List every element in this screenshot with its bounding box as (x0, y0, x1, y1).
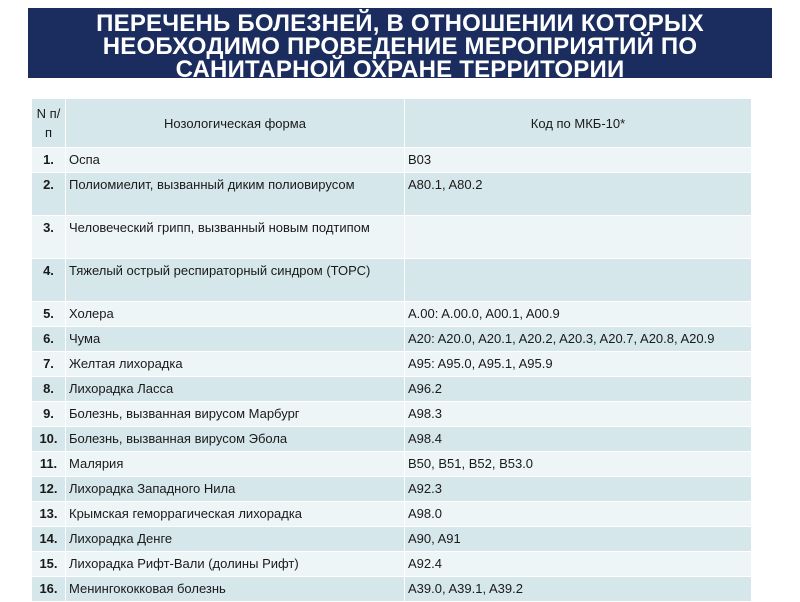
table-row (32, 452, 752, 477)
row-num: 8. (32, 377, 66, 402)
row-num: 3. (32, 216, 66, 259)
title-line-3: САНИТАРНОЙ ОХРАНЕ ТЕРРИТОРИИ (175, 56, 625, 78)
table-row (32, 302, 752, 327)
row-name: Полиомиелит, вызванный диким полиовирусом (66, 173, 405, 216)
row-code (405, 216, 752, 259)
diseases-table-container (31, 98, 751, 602)
row-name: Человеческий грипп, вызванный новым подтипом (66, 216, 405, 259)
row-num: 5. (32, 302, 66, 327)
row-name: Лихорадка Денге (66, 527, 405, 552)
row-name: Лихорадка Рифт-Вали (долины Рифт) (66, 552, 405, 577)
row-code: A98.0 (405, 502, 752, 527)
table-row (32, 552, 752, 577)
row-name: Лихорадка Ласса (66, 377, 405, 402)
table-row (32, 502, 752, 527)
title-banner (28, 8, 772, 78)
row-name: Лихорадка Западного Нила (66, 477, 405, 502)
row-code: A39.0, A39.1, A39.2 (405, 577, 752, 602)
row-name: Желтая лихорадка (66, 352, 405, 377)
table-header-row (32, 99, 752, 148)
row-num: 12. (32, 477, 66, 502)
row-code: A92.3 (405, 477, 752, 502)
title-line-2: НЕОБХОДИМО ПРОВЕДЕНИЕ МЕРОПРИЯТИЙ ПО (102, 33, 698, 60)
header-name: Нозологическая форма (66, 99, 405, 148)
row-num: 7. (32, 352, 66, 377)
row-name: Болезнь, вызванная вирусом Эбола (66, 427, 405, 452)
table-row (32, 477, 752, 502)
row-num: 11. (32, 452, 66, 477)
row-name: Оспа (66, 148, 405, 173)
row-num: 14. (32, 527, 66, 552)
row-name: Менингококковая болезнь (66, 577, 405, 602)
row-code: A98.3 (405, 402, 752, 427)
row-code (405, 259, 752, 302)
row-name: Чума (66, 327, 405, 352)
row-code: B03 (405, 148, 752, 173)
table-row (32, 527, 752, 552)
row-code: A96.2 (405, 377, 752, 402)
table-row (32, 377, 752, 402)
table-row (32, 148, 752, 173)
row-name: Холера (66, 302, 405, 327)
diseases-table (31, 98, 752, 602)
row-code: A20: A20.0, A20.1, A20.2, A20.3, A20.7, A20.8, A20.9 (405, 327, 752, 352)
header-num: N п/п (32, 99, 66, 148)
row-code: A90, A91 (405, 527, 752, 552)
row-name: Малярия (66, 452, 405, 477)
row-num: 10. (32, 427, 66, 452)
row-code: B50, B51, B52, B53.0 (405, 452, 752, 477)
row-num: 15. (32, 552, 66, 577)
row-num: 6. (32, 327, 66, 352)
row-num: 2. (32, 173, 66, 216)
row-code: A98.4 (405, 427, 752, 452)
row-code: A95: A95.0, A95.1, A95.9 (405, 352, 752, 377)
row-name: Тяжелый острый респираторный синдром (ТОРС) (66, 259, 405, 302)
row-num: 13. (32, 502, 66, 527)
row-code: A92.4 (405, 552, 752, 577)
row-num: 4. (32, 259, 66, 302)
row-num: 9. (32, 402, 66, 427)
table-row (32, 402, 752, 427)
row-num: 1. (32, 148, 66, 173)
row-name: Болезнь, вызванная вирусом Марбург (66, 402, 405, 427)
title-line-1: ПЕРЕЧЕНЬ БОЛЕЗНЕЙ, В ОТНОШЕНИИ КОТОРЫХ (96, 10, 704, 37)
table-row (32, 577, 752, 602)
page-title (28, 8, 772, 78)
table-row (32, 173, 752, 216)
row-code: A80.1, A80.2 (405, 173, 752, 216)
table-row (32, 352, 752, 377)
table-row (32, 427, 752, 452)
header-code: Код по МКБ-10* (405, 99, 752, 148)
row-name: Крымская геморрагическая лихорадка (66, 502, 405, 527)
table-row (32, 259, 752, 302)
row-num: 16. (32, 577, 66, 602)
row-code: A.00: A.00.0, A00.1, A00.9 (405, 302, 752, 327)
table-row (32, 216, 752, 259)
table-row (32, 327, 752, 352)
